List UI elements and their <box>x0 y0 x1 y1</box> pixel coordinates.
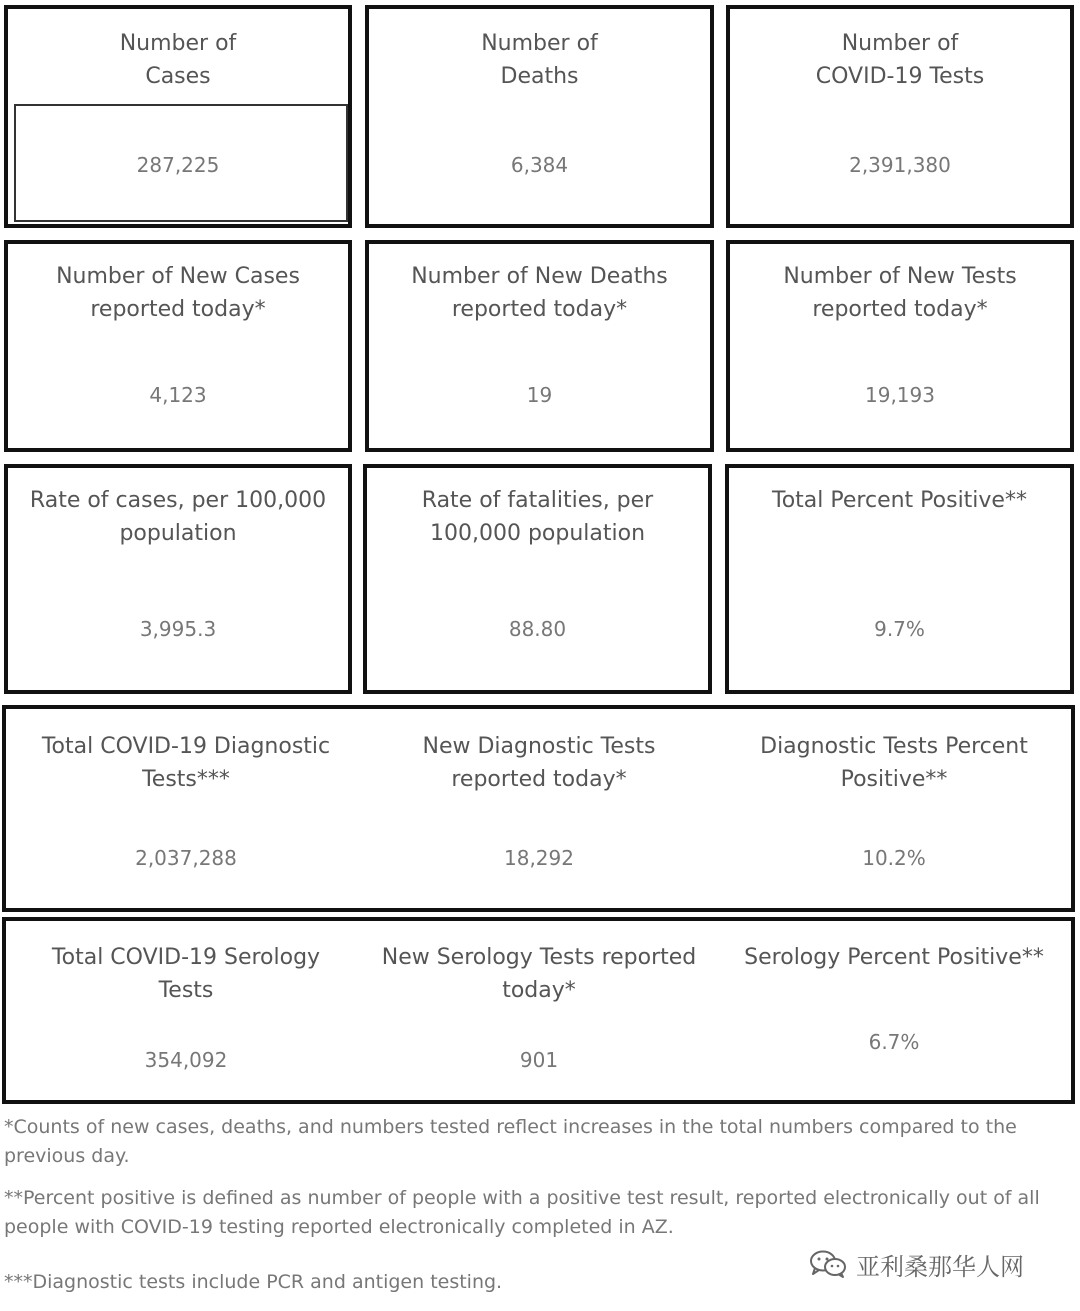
tests-card <box>726 5 1074 228</box>
serology-card <box>2 917 1075 1104</box>
diagnostic-new-col <box>381 709 697 908</box>
serology-total-col <box>28 921 344 1100</box>
new-tests-card <box>726 240 1074 452</box>
diagnostic-new-label: New Diagnostic Tests reported today* <box>422 734 656 792</box>
diagnostic-total-value: 2,037,288 <box>135 846 237 870</box>
case-rate-label: Rate of cases, per 100,000 population <box>29 488 327 546</box>
total-percent-positive-card <box>725 464 1074 694</box>
serology-percent-col <box>726 921 1062 1100</box>
footnote-diagnostic-tests: ***Diagnostic tests include PCR and antigen testing. <box>4 1271 503 1293</box>
tests-value: 2,391,380 <box>849 153 951 177</box>
serology-total-value: 354,092 <box>144 1048 228 1072</box>
footnote-new-counts: *Counts of new cases, deaths, and numbers tested reflect increases in the total numbers compared to the previous day. <box>4 1116 1017 1167</box>
new-deaths-value: 19 <box>526 383 553 407</box>
deaths-label: Number of Deaths <box>481 31 598 89</box>
new-cases-value: 4,123 <box>149 383 207 407</box>
cases-card <box>4 5 352 228</box>
diagnostic-percent-label: Diagnostic Tests Percent Positive** <box>760 734 1028 792</box>
serology-new-value: 901 <box>519 1048 559 1072</box>
diagnostic-total-label: Total COVID-19 Diagnostic Tests*** <box>41 734 331 792</box>
diagnostic-percent-value: 10.2% <box>862 846 926 870</box>
case-rate-card <box>4 464 352 694</box>
total-percent-positive-value: 9.7% <box>874 617 925 641</box>
diagnostic-new-value: 18,292 <box>504 846 574 870</box>
diagnostic-total-col <box>28 709 344 908</box>
serology-new-col <box>371 921 707 1100</box>
tests-label: Number of COVID-19 Tests <box>815 31 985 89</box>
diagnostic-percent-col <box>736 709 1052 908</box>
new-cases-card <box>4 240 352 452</box>
total-percent-positive-label: Total Percent Positive** <box>772 488 1027 513</box>
cases-label: Number of Cases <box>119 31 237 89</box>
watermark-text: 亚利桑那华人网 <box>856 1252 1024 1281</box>
fatality-rate-card <box>363 464 712 694</box>
serology-new-label: New Serology Tests reported today* <box>381 945 697 1003</box>
serology-total-label: Total COVID-19 Serology Tests <box>51 945 321 1003</box>
serology-percent-value: 6.7% <box>868 1030 920 1054</box>
deaths-card <box>365 5 714 228</box>
deaths-value: 6,384 <box>510 153 569 177</box>
diagnostic-card <box>2 705 1075 912</box>
fatality-rate-label: Rate of fatalities, per 100,000 population <box>421 488 654 546</box>
serology-percent-label: Serology Percent Positive** <box>744 945 1044 970</box>
fatality-rate-value: 88.80 <box>508 617 567 641</box>
case-rate-value: 3,995.3 <box>139 617 217 641</box>
new-tests-label: Number of New Tests reported today* <box>783 264 1017 322</box>
new-deaths-label: Number of New Deaths reported today* <box>411 264 668 322</box>
new-cases-label: Number of New Cases reported today* <box>56 264 300 322</box>
watermark <box>808 1247 1024 1281</box>
new-deaths-card <box>365 240 714 452</box>
wechat-icon <box>808 1249 848 1279</box>
new-tests-value: 19,193 <box>865 383 935 407</box>
footnote-percent-positive: **Percent positive is defined as number of people with a positive test result, reported electronically out of all people with COVID-19 testing reported electronically completed in AZ. <box>4 1187 1040 1238</box>
cases-value: 287,225 <box>136 153 220 177</box>
